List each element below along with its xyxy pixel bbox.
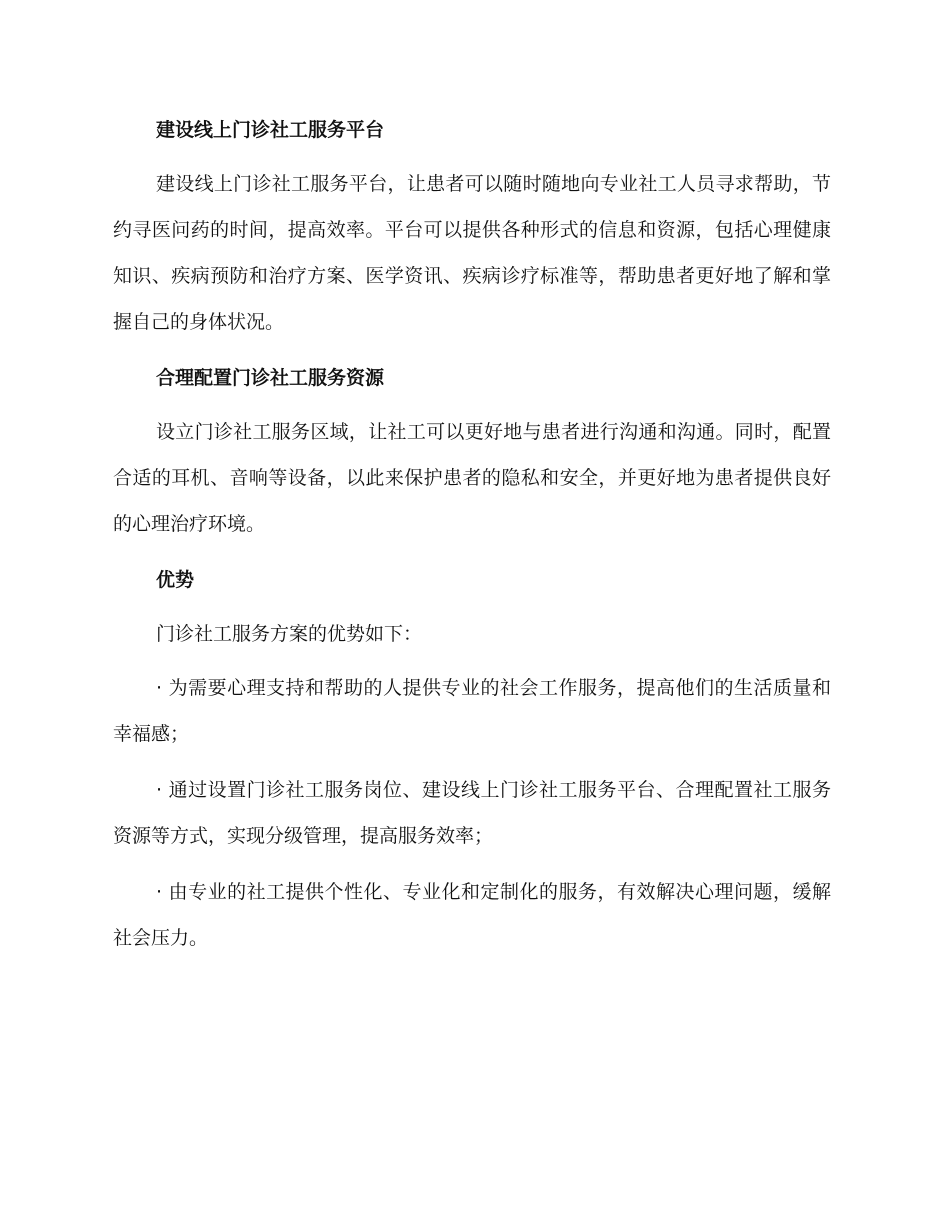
section-heading-resource-allocation: 合理配置门诊社工服务资源 [156,367,385,389]
section-heading-online-platform: 建设线上门诊社工服务平台 [156,119,385,141]
section-heading-advantages: 优势 [156,569,195,591]
advantage-bullet-1: · 为需要心理支持和帮助的人提供专业的社会工作服务，提高他们的生活质量和幸福感； [113,677,831,745]
advantage-bullet-2: · 通过设置门诊社工服务岗位、建设线上门诊社工服务平台、合理配置社工服务资源等方式，实现分级管理，提高服务效率； [113,779,831,847]
section-paragraph-resource-allocation: 设立门诊社工服务区域，让社工可以更好地与患者进行沟通和沟通。同时，配置合适的耳机、音响等设备，以此来保护患者的隐私和安全，并更好地为患者提供良好的心理治疗环境。 [113,421,831,535]
section-paragraph-online-platform: 建设线上门诊社工服务平台，让患者可以随时随地向专业社工人员寻求帮助，节约寻医问药的时间，提高效率。平台可以提供各种形式的信息和资源，包括心理健康知识、疾病预防和治疗方案、医学资讯、疾病诊疗标准等，帮助患者更好地了解和掌握自己的身体状况。 [113,173,831,333]
advantage-bullet-3: · 由专业的社工提供个性化、专业化和定制化的服务，有效解决心理问题，缓解社会压力。 [113,881,831,949]
advantages-intro: 门诊社工服务方案的优势如下： [156,623,423,645]
document-body [113,107,831,971]
